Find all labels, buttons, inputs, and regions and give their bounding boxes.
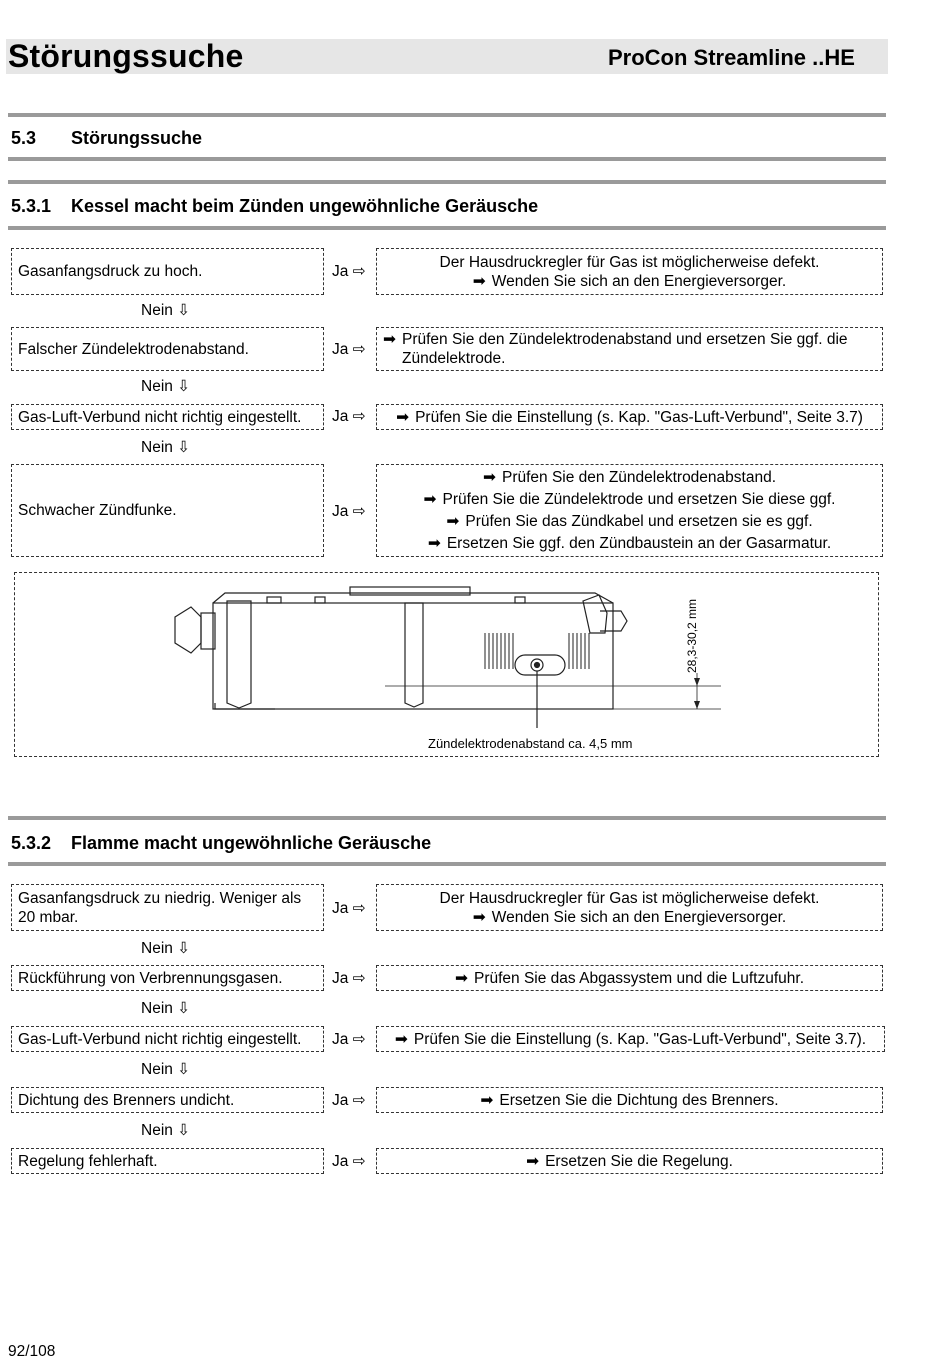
divider [8, 816, 886, 820]
yes-label: Ja ⇨ [332, 970, 366, 987]
arrow-right-icon: ➡ [480, 1091, 494, 1109]
divider [8, 180, 886, 184]
section-number: 5.3 [11, 128, 37, 148]
ignition-electrode-diagram [15, 573, 878, 756]
arrow-right-icon: ➡ [454, 969, 468, 987]
arrow-right-icon: ➡ [394, 1030, 408, 1048]
condition-box: Gas-Luft-Verbund nicht richtig eingestellt. [11, 404, 324, 430]
condition-box: Falscher Zündelektrodenabstand. [11, 327, 324, 371]
product-model: ProCon Streamline ..HE [608, 45, 855, 70]
arrow-right-icon: ➡ [427, 534, 441, 552]
divider [8, 226, 886, 230]
no-label: Nein ⇩ [141, 940, 191, 957]
condition-box: Gas-Luft-Verbund nicht richtig eingestellt. [11, 1026, 324, 1052]
action-box: ➡ Ersetzen Sie die Dichtung des Brenners. [376, 1087, 883, 1113]
action-box: Der Hausdruckregler für Gas ist möglicherweise defekt. ➡ Wenden Sie sich an den Energieversorger. [376, 884, 883, 931]
action-box: ➡ Prüfen Sie das Abgassystem und die Luftzufuhr. [376, 965, 883, 991]
yes-label: Ja ⇨ [332, 1153, 366, 1170]
no-label: Nein ⇩ [141, 1000, 191, 1017]
divider [8, 113, 886, 117]
condition-box: Gasanfangsdruck zu niedrig. Weniger als 20 mbar. [11, 884, 324, 931]
divider [8, 862, 886, 866]
arrow-right-icon: ➡ [482, 468, 496, 486]
section-title: Flamme macht ungewöhnliche Geräusche [71, 833, 432, 853]
action-box: ➡ Ersetzen Sie die Regelung. [376, 1148, 883, 1174]
yes-label: Ja ⇨ [332, 263, 366, 280]
no-label: Nein ⇩ [141, 1122, 191, 1139]
condition-box: Regelung fehlerhaft. [11, 1148, 324, 1174]
arrow-right-icon: ➡ [472, 908, 486, 926]
section-number: 5.3.1 [11, 196, 52, 216]
arrow-right-icon: ➡ [472, 272, 486, 290]
section-number: 5.3.2 [11, 833, 52, 853]
action-box: Der Hausdruckregler für Gas ist möglicherweise defekt. ➡ Wenden Sie sich an den Energieversorger. [376, 248, 883, 295]
dimension-label: 28,3-30,2 mm [685, 598, 699, 673]
condition-box: Dichtung des Brenners undicht. [11, 1087, 324, 1113]
yes-label: Ja ⇨ [332, 1092, 366, 1109]
divider [8, 157, 886, 161]
arrow-right-icon: ➡ [526, 1152, 540, 1170]
no-label: Nein ⇩ [141, 378, 191, 395]
arrow-right-icon: ➡ [423, 490, 437, 508]
figure-caption: Zündelektrodenabstand ca. 4,5 mm [428, 736, 633, 751]
figure-frame [14, 572, 879, 757]
yes-label: Ja ⇨ [332, 900, 366, 917]
no-label: Nein ⇩ [141, 302, 191, 319]
section-title: Kessel macht beim Zünden ungewöhnliche Geräusche [71, 196, 539, 216]
arrow-right-icon: ➡ [383, 331, 396, 348]
page-title: Störungssuche [8, 38, 244, 74]
no-label: Nein ⇩ [141, 439, 191, 456]
action-box: ➡ Prüfen Sie den Zündelektrodenabstand. ➡ Prüfen Sie die Zündelektrode und ersetzen Sie diese ggf. ➡ Prüfen Sie das Zündkabel und ersetzen sie es ggf. ➡ Ersetzen Sie ggf. den Zündbaustein an der Gasarmatur. [376, 464, 883, 557]
arrow-right-icon: ➡ [446, 512, 460, 530]
yes-label: Ja ⇨ [332, 408, 366, 425]
action-box: ➡ Prüfen Sie den Zündelektrodenabstand und ersetzen Sie ggf. die Zündelektrode. [376, 327, 883, 371]
action-box: ➡ Prüfen Sie die Einstellung (s. Kap. "Gas-Luft-Verbund", Seite 3.7). [376, 1026, 885, 1052]
condition-box: Gasanfangsdruck zu hoch. [11, 248, 324, 295]
yes-label: Ja ⇨ [332, 341, 366, 358]
action-box: ➡ Prüfen Sie die Einstellung (s. Kap. "Gas-Luft-Verbund", Seite 3.7) [376, 404, 883, 430]
condition-box: Schwacher Zündfunke. [11, 464, 324, 557]
yes-label: Ja ⇨ [332, 1031, 366, 1048]
page-number: 92/108 [8, 1343, 56, 1360]
yes-label: Ja ⇨ [332, 503, 366, 520]
no-label: Nein ⇩ [141, 1061, 191, 1078]
condition-box: Rückführung von Verbrennungsgasen. [11, 965, 324, 991]
arrow-right-icon: ➡ [396, 408, 410, 426]
section-title: Störungssuche [71, 128, 203, 148]
